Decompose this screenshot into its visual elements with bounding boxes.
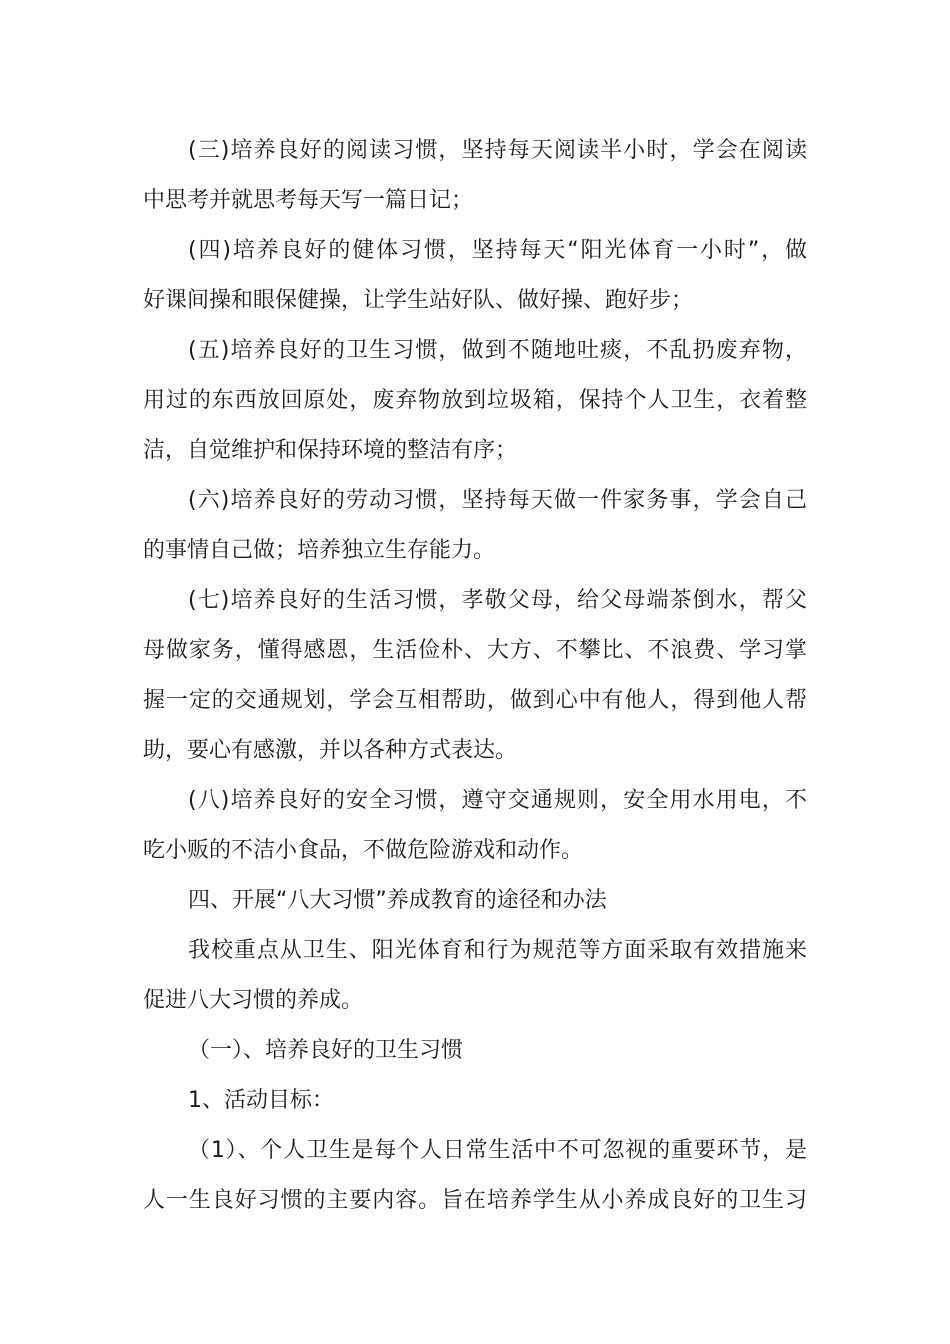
text-line: 洁，自觉维护和保持环境的整洁有序； xyxy=(143,438,518,463)
text-line: (五)培养良好的卫生习惯，做到不随地吐痰，不乱扔废弃物， xyxy=(188,338,807,363)
subsection-heading: （一）、培养良好的卫生习惯 xyxy=(188,1038,464,1063)
text-line: (六)培养良好的劳动习惯，坚持每天做一件家务事，学会自己 xyxy=(188,488,807,513)
text-line: 促进八大习惯的养成。 xyxy=(143,988,364,1013)
text-line: 中思考并就思考每天写一篇日记； xyxy=(143,188,474,213)
text-line: 的事情自己做；培养独立生存能力。 xyxy=(143,538,496,563)
text-line: (四)培养良好的健体习惯，坚持每天“阳光体育一小时”，做 xyxy=(188,238,807,263)
section-heading: 四、开展“八大习惯”养成教育的途径和办法 xyxy=(188,888,607,913)
item-heading: 1、活动目标： xyxy=(188,1088,334,1113)
text-line: 用过的东西放回原处，废弃物放到垃圾箱，保持个人卫生，衣着整 xyxy=(143,388,807,413)
text-line: （1）、个人卫生是每个人日常生活中不可忽视的重要环节，是 xyxy=(188,1138,807,1163)
text-line: 好课间操和眼保健操，让学生站好队、做好操、跑好步； xyxy=(143,288,694,313)
text-line: (七)培养良好的生活习惯，孝敬父母，给父母端茶倒水，帮父 xyxy=(188,588,807,613)
text-line: (八)培养良好的安全习惯，遵守交通规则，安全用水用电，不 xyxy=(188,788,807,813)
text-line: 人一生良好习惯的主要内容。旨在培养学生从小养成良好的卫生习 xyxy=(143,1188,807,1213)
text-line: 母做家务，懂得感恩，生活俭朴、大方、不攀比、不浪费、学习掌 xyxy=(143,638,807,663)
text-line: 吃小贩的不洁小食品，不做危险游戏和动作。 xyxy=(143,838,584,863)
text-line: (三)培养良好的阅读习惯，坚持每天阅读半小时，学会在阅读 xyxy=(188,138,807,163)
document-body xyxy=(143,126,807,1226)
text-line: 握一定的交通规划，学会互相帮助，做到心中有他人，得到他人帮 xyxy=(143,688,807,713)
text-line: 我校重点从卫生、阳光体育和行为规范等方面采取有效措施来 xyxy=(188,938,807,963)
text-line: 助，要心有感激，并以各种方式表达。 xyxy=(143,738,518,763)
